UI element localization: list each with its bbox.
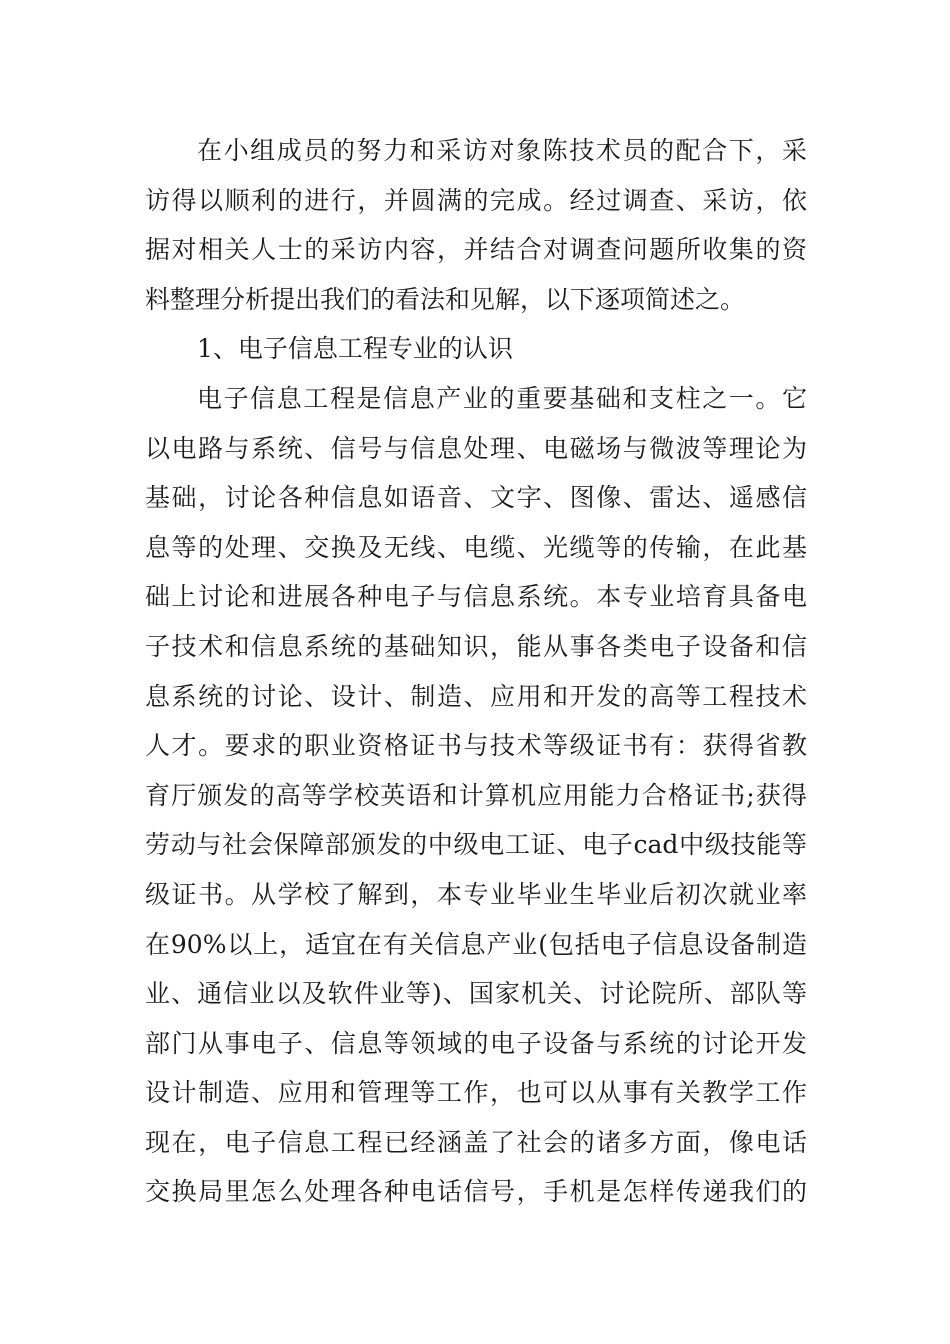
paragraph-line: 业、通信业以及软件业等)、国家机关、讨论院所、部队等: [145, 979, 807, 1009]
paragraph-line: 以电路与系统、信号与信息处理、电磁场与微波等理论为: [145, 433, 807, 463]
paragraph-line: 础上讨论和进展各种电子与信息系统。本专业培育具备电: [145, 582, 807, 612]
paragraph-line: 交换局里怎么处理各种电话信号，手机是怎样传递我们的: [145, 1177, 807, 1207]
paragraph-line: 级证书。从学校了解到，本专业毕业生毕业后初次就业率: [145, 879, 807, 909]
paragraph-line: 电子信息工程是信息产业的重要基础和支柱之一。它: [197, 383, 807, 413]
paragraph-line: 子技术和信息系统的基础知识，能从事各类电子设备和信: [145, 631, 807, 661]
paragraph-line: 料整理分析提出我们的看法和见解，以下逐项简述之。: [145, 284, 746, 314]
paragraph-line: 人才。要求的职业资格证书与技术等级证书有：获得省教: [145, 731, 807, 761]
paragraph-line: 息系统的讨论、设计、制造、应用和开发的高等工程技术: [145, 681, 807, 711]
paragraph-line: 在90%以上，适宜在有关信息产业(包括电子信息设备制造: [145, 929, 807, 959]
paragraph-line: 劳动与社会保障部颁发的中级电工证、电子cad中级技能等: [145, 830, 807, 860]
body-text: [145, 126, 807, 1217]
paragraph-line: 息等的处理、交换及无线、电缆、光缆等的传输，在此基: [145, 532, 807, 562]
section-heading: 1、电子信息工程专业的认识: [197, 334, 513, 364]
paragraph-line: 据对相关人士的采访内容，并结合对调查问题所收集的资: [145, 235, 807, 265]
paragraph-line: 基础，讨论各种信息如语音、文字、图像、雷达、遥感信: [145, 483, 807, 513]
paragraph-line: 在小组成员的努力和采访对象陈技术员的配合下，采: [197, 136, 807, 165]
paragraph-line: 部门从事电子、信息等领域的电子设备与系统的讨论开发: [145, 1028, 807, 1058]
paragraph-line: 访得以顺利的进行，并圆满的完成。经过调查、采访，依: [145, 185, 807, 215]
paragraph-line: 育厅颁发的高等学校英语和计算机应用能力合格证书;获得: [145, 780, 807, 810]
paragraph-line: 现在，电子信息工程已经涵盖了社会的诸多方面，像电话: [145, 1127, 807, 1157]
paragraph-line: 设计制造、应用和管理等工作，也可以从事有关教学工作: [145, 1078, 807, 1108]
